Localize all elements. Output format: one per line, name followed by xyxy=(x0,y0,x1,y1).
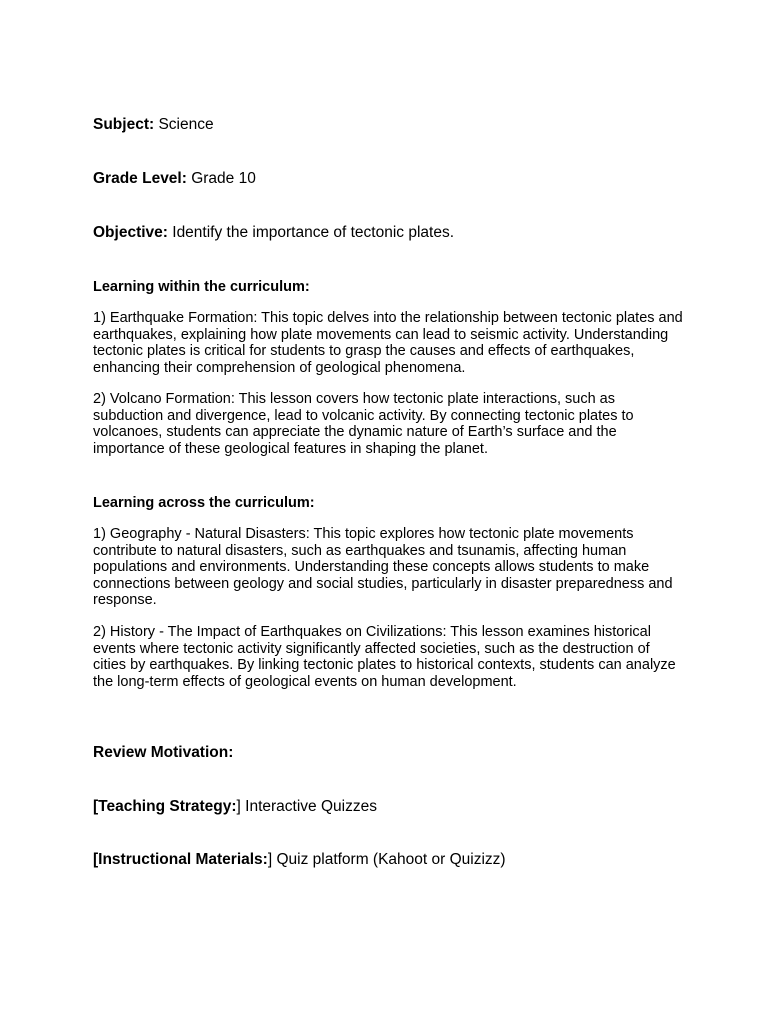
grade-level-value: Grade 10 xyxy=(186,170,256,187)
across-item-2: 2) History - The Impact of Earthquakes on Civilizations: This lesson examines historical events where tectonic activity significantly affected societies, such as the destruction of cities by earthquakes. By linking tectonic plates to historical contexts, students can analyze the long-term effects of geological events on human development. xyxy=(93,624,676,690)
subject-field xyxy=(93,115,214,135)
subject-label: Subject: xyxy=(93,116,155,133)
teaching-strategy-label: [Teaching Strategy: xyxy=(93,798,237,815)
objective-value: Identify the importance of tectonic plates. xyxy=(167,224,454,241)
instructional-materials-field xyxy=(93,850,506,870)
across-item-1: 1) Geography - Natural Disasters: This topic explores how tectonic plate movements contribute to natural disasters, such as earthquakes and tsunamis, affecting human populations and environments. Understanding these concepts allows students to make connections between geology and social studies, particularly in disaster preparedness and response. xyxy=(93,526,673,609)
review-motivation-heading: Review Motivation: xyxy=(93,744,234,761)
across-curriculum-heading: Learning across the curriculum: xyxy=(93,495,315,511)
objective-label: Objective: xyxy=(93,224,168,241)
lesson-plan-page xyxy=(93,0,683,1024)
grade-level-label: Grade Level: xyxy=(93,170,187,187)
objective-field xyxy=(93,223,454,243)
teaching-strategy-value: ] Interactive Quizzes xyxy=(236,798,377,815)
teaching-strategy-field xyxy=(93,797,377,817)
instructional-materials-value: ] Quiz platform (Kahoot or Quizizz) xyxy=(267,851,506,868)
subject-value: Science xyxy=(154,116,214,133)
grade-level-field xyxy=(93,169,256,189)
within-item-2: 2) Volcano Formation: This lesson covers how tectonic plate interactions, such as subduction and divergence, lead to volcanic activity. By connecting tectonic plates to volcanoes, students can appreciate the dynamic nature of Earth’s surface and the importance of these geological features in shaping the planet. xyxy=(93,391,634,457)
instructional-materials-label: [Instructional Materials: xyxy=(93,851,268,868)
within-item-1: 1) Earthquake Formation: This topic delves into the relationship between tectonic plates and earthquakes, explaining how plate movements can lead to seismic activity. Understanding tectonic plates is critical for students to grasp the causes and effects of earthquakes, enhancing their comprehension of geological phenomena. xyxy=(93,310,683,376)
within-curriculum-heading: Learning within the curriculum: xyxy=(93,279,310,295)
